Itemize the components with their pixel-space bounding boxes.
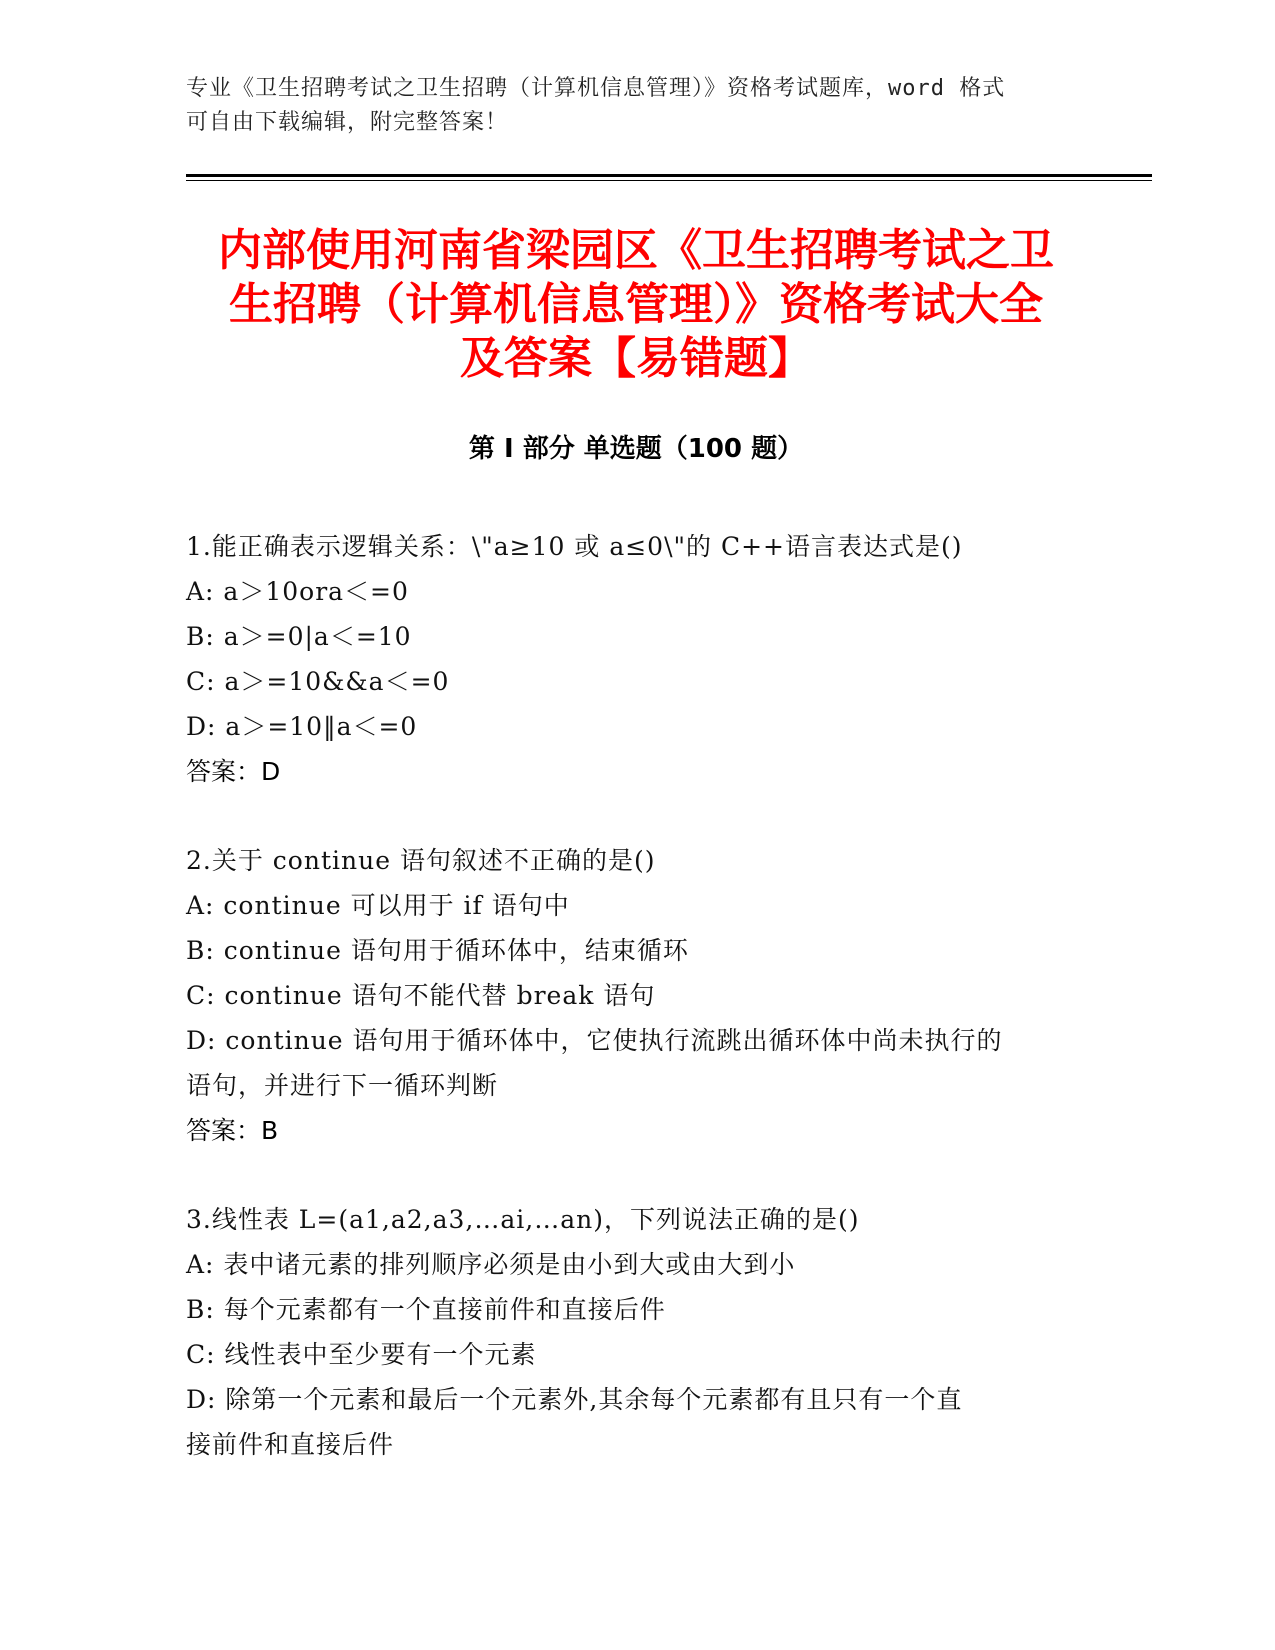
option-c: C: 线性表中至少要有一个元素: [186, 1340, 537, 1369]
section-title: 第 I 部分 单选题（100 题）: [468, 434, 804, 464]
option-b: B: continue 语句用于循环体中，结束循环: [186, 936, 689, 965]
document-title-line-1: 内部使用河南省梁园区《卫生招聘考试之卫: [218, 225, 1054, 276]
option-a: A: a＞10ora＜=0: [186, 577, 409, 606]
option-d: D: 除第一个元素和最后一个元素外,其余每个元素都有且只有一个直: [186, 1385, 963, 1414]
option-c: C: a＞=10&&a＜=0: [186, 667, 450, 696]
question-stem: 3.线性表 L=(a1,a2,a3,…ai,…an)，下列说法正确的是(): [186, 1205, 860, 1234]
document-title-line-3: 及答案【易错题】: [460, 333, 812, 384]
answer-label: 答案：D: [186, 757, 281, 786]
header-note-line-1: 专业《卫生招聘考试之卫生招聘（计算机信息管理）》资格考试题库，word 格式: [186, 76, 1006, 101]
question-stem: 2.关于 continue 语句叙述不正确的是(): [186, 846, 656, 875]
document-title: [186, 224, 1086, 386]
option-d-continued: 语句，并进行下一循环判断: [186, 1071, 499, 1100]
option-d-continued: 接前件和直接后件: [186, 1430, 395, 1459]
question-3: [186, 1197, 1086, 1467]
question-list: [186, 524, 1086, 1511]
option-d: D: continue 语句用于循环体中，它使执行流跳出循环体中尚未执行的: [186, 1026, 1003, 1055]
option-b: B: 每个元素都有一个直接前件和直接后件: [186, 1295, 666, 1324]
option-b: B: a＞=0|a＜=10: [186, 622, 412, 651]
question-stem: 1.能正确表示逻辑关系：\"a≥10 或 a≤0\"的 C++语言表达式是(): [186, 532, 963, 561]
answer-label: 答案：B: [186, 1116, 279, 1145]
option-a: A: 表中诸元素的排列顺序必须是由小到大或由大到小: [186, 1250, 796, 1279]
document-title-line-2: 生招聘（计算机信息管理）》资格考试大全: [229, 279, 1043, 330]
header-divider-thin: [186, 180, 1152, 181]
option-a: A: continue 可以用于 if 语句中: [186, 891, 570, 920]
question-2: [186, 838, 1086, 1153]
option-c: C: continue 语句不能代替 break 语句: [186, 981, 656, 1010]
question-1: [186, 524, 1086, 794]
header-note: [186, 72, 1066, 140]
option-d: D: a＞=10‖a＜=0: [186, 712, 418, 741]
header-note-line-2: 可自由下载编辑，附完整答案！: [186, 110, 509, 135]
header-divider-thick: [186, 174, 1152, 177]
